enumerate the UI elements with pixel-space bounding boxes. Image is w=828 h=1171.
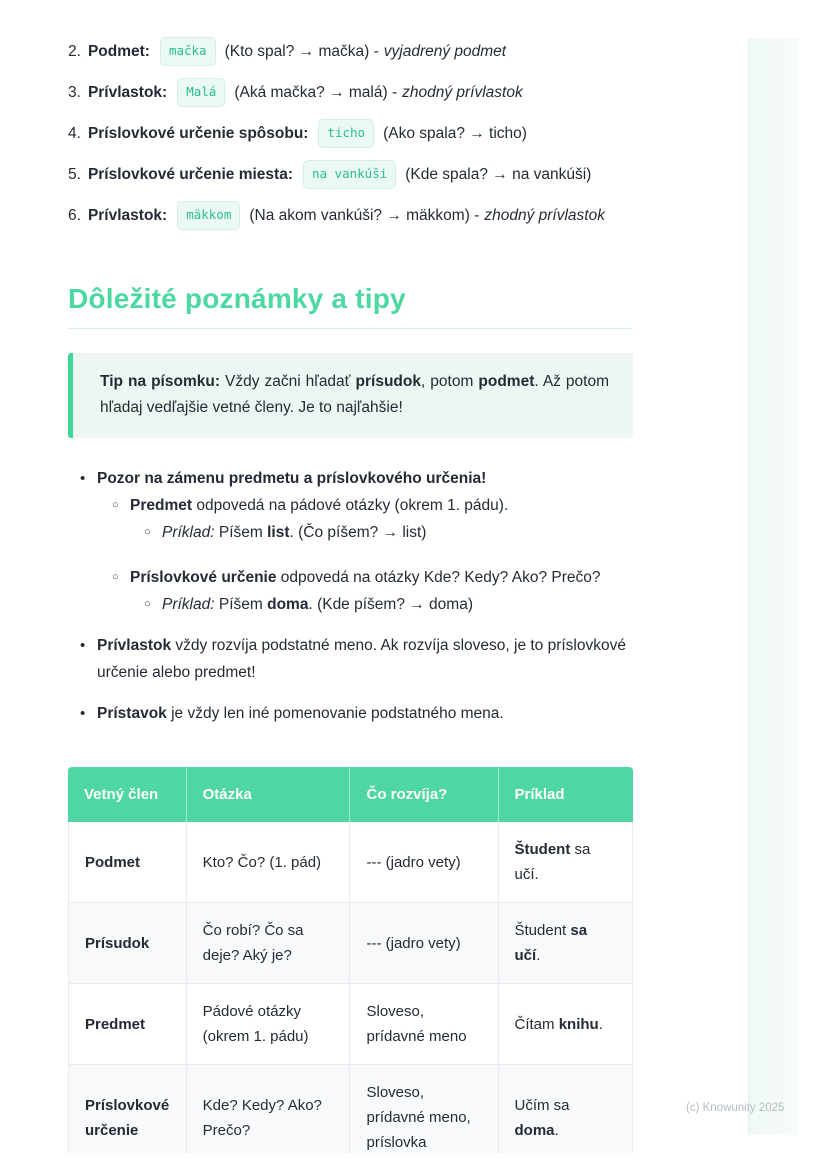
bullet-circle-icon: ○ <box>112 571 119 583</box>
example-bold: list <box>267 524 290 541</box>
sentence-members-table <box>68 767 633 1153</box>
note-content <box>68 38 633 1153</box>
cell-develops: Sloveso, prídavné meno <box>350 984 498 1065</box>
item-label: Príslovkové určenie spôsobu: <box>87 125 309 142</box>
bullet-warning <box>68 465 633 492</box>
cell-question: Kde? Kedy? Ako? Prečo? <box>187 1065 351 1153</box>
cell-question: Kto? Čo? (1. pád) <box>187 822 351 903</box>
bullet-text <box>130 564 600 591</box>
column-header-priklad: Príklad <box>499 767 634 822</box>
example-label: Príklad: <box>162 524 215 541</box>
term-bold: Príslovkové určenie <box>130 569 277 586</box>
cell-member-name: Prísudok <box>68 903 187 984</box>
term-bold: Predmet <box>130 497 193 514</box>
example-text: . <box>536 947 541 964</box>
code-chip: Malá <box>177 78 225 107</box>
callout-bold-term: podmet <box>478 373 535 390</box>
item-label: Prívlastok: <box>87 84 168 101</box>
bullet-text <box>130 492 508 519</box>
example-bold: doma <box>267 596 309 613</box>
callout-text: , potom <box>420 373 479 390</box>
example-bold: knihu <box>558 1015 599 1033</box>
bullet-text <box>162 591 473 618</box>
list-item <box>68 38 633 67</box>
example-text: . (Čo píšem? → list) <box>289 524 427 541</box>
tip-callout <box>68 353 633 438</box>
item-text: (Na akom vankúši? → mäkkom) - <box>249 207 480 224</box>
bullet-predmet <box>68 492 633 519</box>
cell-example <box>499 822 634 903</box>
example-text: . <box>554 1121 559 1139</box>
code-chip: ticho <box>318 119 374 148</box>
item-label: Prívlastok: <box>87 207 168 224</box>
bullet-circle-icon: ○ <box>144 526 151 538</box>
item-text: (Aká mačka? → malá) - <box>234 84 398 101</box>
item-label: Príslovkové určenie miesta: <box>87 166 293 183</box>
item-note: zhodný prívlastok <box>484 207 605 224</box>
cell-example <box>499 903 634 984</box>
bullet-disc-icon: • <box>80 470 86 487</box>
bullet-prislovkove <box>68 564 633 591</box>
term-rest: odpovedá na otázky Kde? Kedy? Ako? Prečo? <box>276 569 601 586</box>
item-number: 6. <box>68 207 81 224</box>
bullet-circle-icon: ○ <box>112 499 119 511</box>
cell-develops: Sloveso, prídavné meno, príslovka <box>350 1065 498 1153</box>
bullet-privlastok <box>68 632 633 686</box>
column-header-co-rozvija: Čo rozvíja? <box>350 767 498 822</box>
cell-question: Pádové otázky (okrem 1. pádu) <box>187 984 351 1065</box>
example-text: Čítam <box>514 1015 559 1033</box>
term-bold: Prívlastok <box>97 637 172 654</box>
cell-develops: --- (jadro vety) <box>350 822 498 903</box>
cell-develops: --- (jadro vety) <box>350 903 498 984</box>
example-text: . <box>598 1015 603 1033</box>
item-number: 2. <box>68 43 81 60</box>
list-item <box>68 202 633 231</box>
cell-member-name: Príslovkové určenie <box>68 1065 187 1153</box>
bullet-predmet-example <box>68 519 633 546</box>
item-text: (Kde spala? → na vankúši) <box>405 166 592 183</box>
example-text: Píšem <box>214 596 268 613</box>
bullet-text <box>162 519 426 546</box>
example-text: sa učí. <box>514 841 591 883</box>
bullet-prislovkove-example <box>68 591 633 618</box>
term-rest: je vždy len iné pomenovanie podstatného mena. <box>166 705 504 722</box>
table-row <box>68 984 633 1065</box>
example-label: Príklad: <box>162 596 215 613</box>
notes-bullet-list <box>68 465 633 727</box>
term-rest: odpovedá na pádové otázky (okrem 1. pádu). <box>192 497 509 514</box>
callout-label: Tip na písomku: <box>100 373 220 390</box>
item-note: vyjadrený podmet <box>383 43 507 60</box>
bullet-text <box>97 700 504 727</box>
table-clip-region <box>68 727 633 1153</box>
bullet-disc-icon: • <box>80 705 86 722</box>
column-header-otazka: Otázka <box>187 767 351 822</box>
cell-question: Čo robí? Čo sa deje? Aký je? <box>187 903 351 984</box>
table-header-row <box>68 767 633 822</box>
callout-text: Vždy začni hľadať <box>219 373 356 390</box>
term-rest: vždy rozvíja podstatné meno. Ak rozvíja sloveso, je to príslovkové určenie alebo predmet! <box>97 637 626 681</box>
page-edge-decoration <box>748 38 798 1135</box>
bullet-text: Pozor na zámenu predmetu a príslovkového určenia! <box>97 470 487 487</box>
table-row <box>68 903 633 984</box>
table-row <box>68 1065 633 1153</box>
example-bold: Študent <box>514 841 571 858</box>
example-bold: doma <box>514 1121 555 1139</box>
item-text: (Ako spala? → ticho) <box>383 125 527 142</box>
item-number: 5. <box>68 166 81 183</box>
bullet-disc-icon: • <box>80 637 86 654</box>
cell-member-name: Podmet <box>68 822 187 903</box>
bullet-circle-icon: ○ <box>144 598 151 610</box>
table-row <box>68 822 633 903</box>
cell-member-name: Predmet <box>68 984 187 1065</box>
list-item <box>68 161 633 190</box>
copyright-watermark: (c) Knowunity 2025 <box>686 1102 785 1114</box>
cell-example <box>499 1065 634 1153</box>
item-label: Podmet: <box>87 43 150 60</box>
sentence-member-list <box>68 38 633 231</box>
cell-example <box>499 984 634 1065</box>
example-text: Píšem <box>214 524 268 541</box>
code-chip: mäkkom <box>177 201 240 230</box>
example-text: . (Kde píšem? → doma) <box>308 596 473 613</box>
code-chip: mačka <box>160 37 216 66</box>
item-number: 3. <box>68 84 81 101</box>
bullet-pristavok <box>68 700 633 727</box>
bullet-text <box>97 632 633 686</box>
column-header-vetny-clen: Vetný člen <box>68 767 187 822</box>
item-note: zhodný prívlastok <box>402 84 523 101</box>
section-heading: Dôležité poznámky a tipy <box>68 283 633 329</box>
example-bold: sa učí <box>514 922 588 964</box>
list-item <box>68 79 633 108</box>
callout-text: . Až potom hľadaj vedľajšie vetné členy. Je to najľahšie! <box>100 373 610 416</box>
list-item <box>68 120 633 149</box>
example-text: Učím sa <box>514 1096 570 1114</box>
item-text: (Kto spal? → mačka) - <box>224 43 379 60</box>
term-bold: Prístavok <box>97 705 167 722</box>
item-number: 4. <box>68 125 81 142</box>
example-text: Študent <box>514 922 571 939</box>
code-chip: na vankúši <box>303 160 396 189</box>
callout-bold-term: prísudok <box>355 373 421 390</box>
